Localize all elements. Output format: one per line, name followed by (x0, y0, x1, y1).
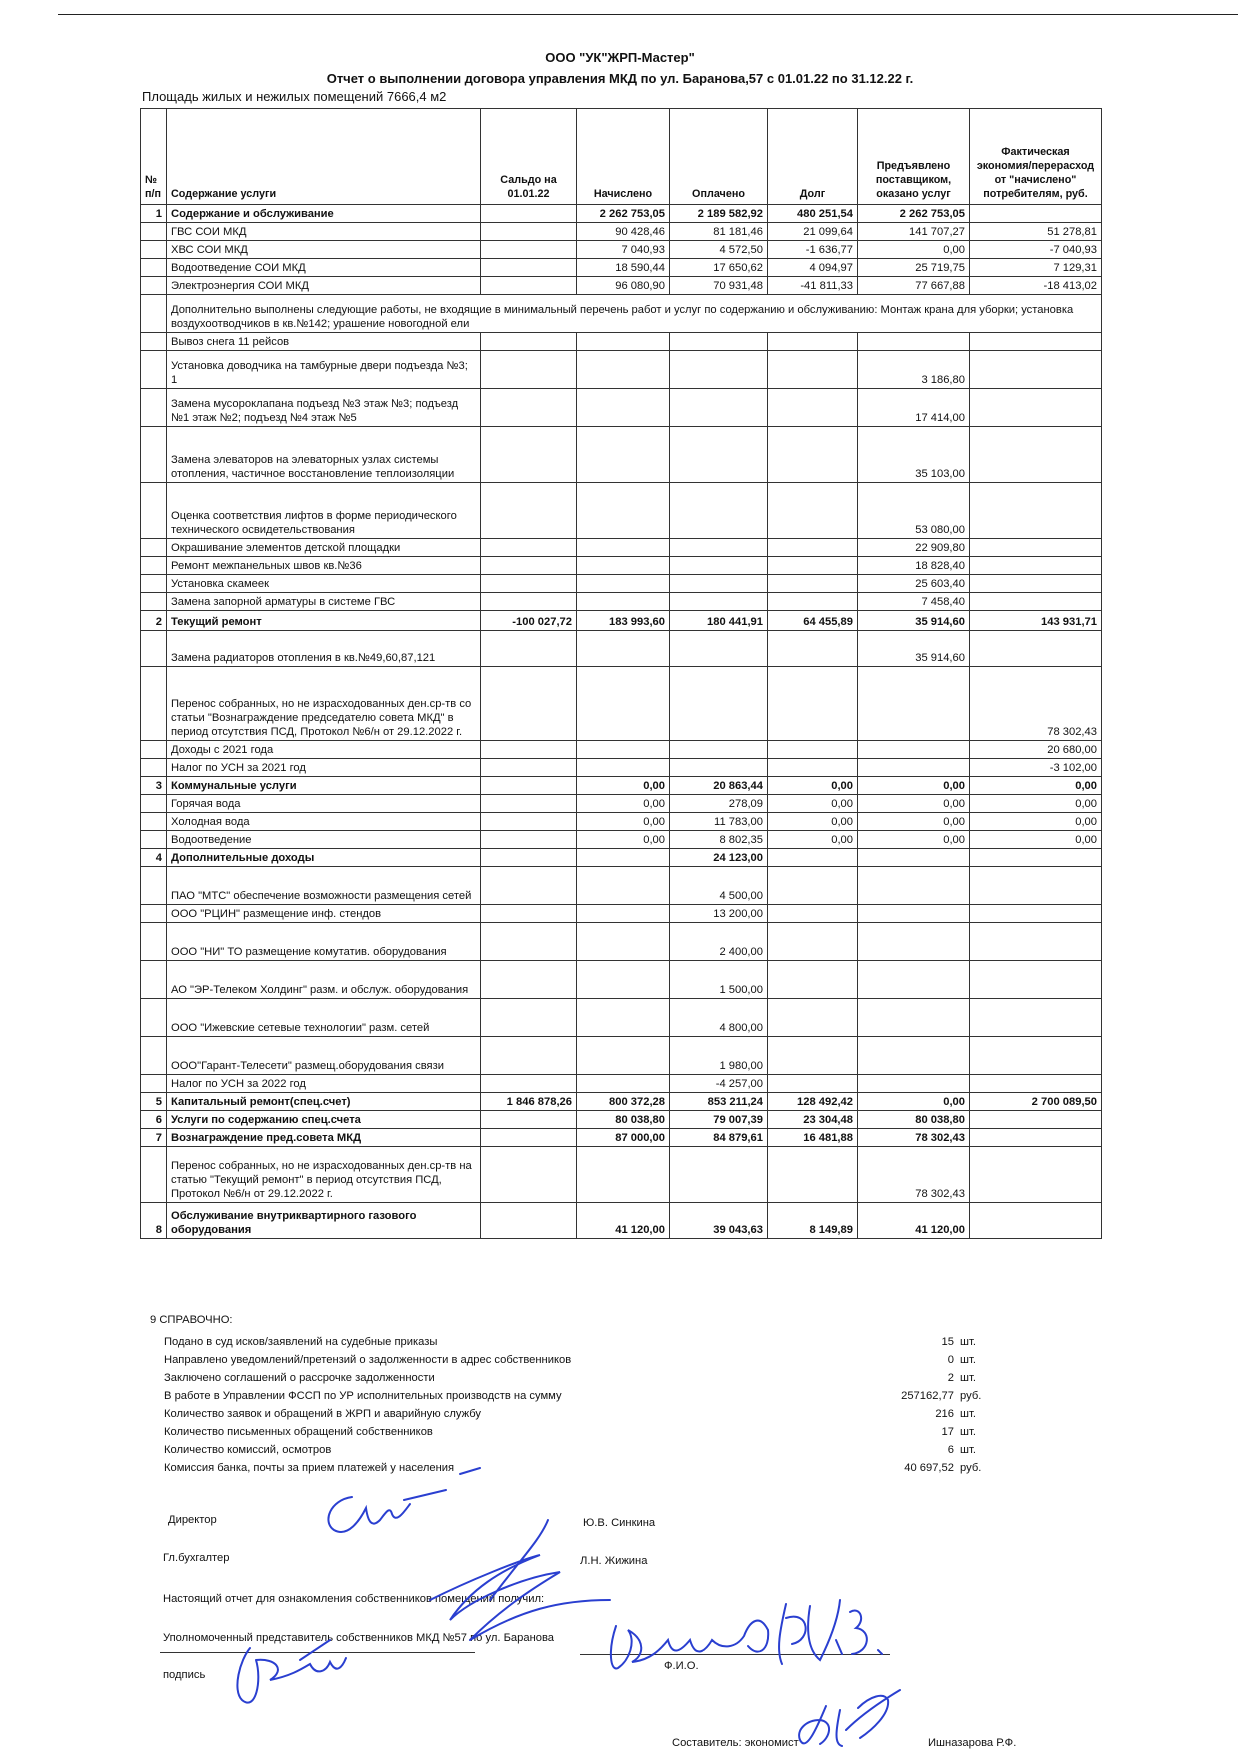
cell-economy: 0,00 (970, 831, 1102, 849)
cell-desc: ООО "НИ" ТО размещение комутатив. оборудования (167, 923, 481, 961)
cell-paid: 17 650,62 (670, 259, 768, 277)
cell-desc: Установка доводчика на тамбурные двери подъезда №3; 1 (167, 351, 481, 389)
cell-desc: Перенос собранных, но не израсходованных ден.ср-тв на статью "Текущий ремонт" в период отсутствия ПСД, Протокол №6/н от 29.12.2022 г. (167, 1147, 481, 1203)
col-header-saldo: Сальдо на 01.01.22 (481, 109, 577, 205)
cell-presented: 0,00 (858, 241, 970, 259)
cell-desc: Водоотведение СОИ МКД (167, 259, 481, 277)
cell-paid: 4 500,00 (670, 867, 768, 905)
cell-presented: 3 186,80 (858, 351, 970, 389)
director-signature (328, 1468, 480, 1532)
cell-paid: 1 500,00 (670, 961, 768, 999)
report-title: Отчет о выполнении договора управления МКД по ул. Баранова,57 с 01.01.22 по 31.12.22 г. (326, 71, 914, 86)
cell-desc: ООО "РЦИН" размещение инф. стендов (167, 905, 481, 923)
cell-charged: 87 000,00 (577, 1129, 670, 1147)
cell-desc: Оценка соответствия лифтов в форме периодического технического освидетельствования (167, 483, 481, 539)
org-name: ООО "УК"ЖРП-Мастер" (545, 50, 695, 65)
compiler-signature (799, 1690, 900, 1746)
accountant-name: Л.Н. Жижина (580, 1555, 648, 1567)
note-label: Количество комиссий, осмотров (164, 1444, 332, 1456)
cell-desc: АО "ЭР-Телеком Холдинг" разм. и обслуж. оборудования (167, 961, 481, 999)
cell-charged: 2 262 753,05 (577, 205, 670, 223)
cell-economy: 51 278,81 (970, 223, 1102, 241)
cell-debt: -41 811,33 (768, 277, 858, 295)
cell-charged: 41 120,00 (577, 1203, 670, 1239)
cell-no: 7 (141, 1129, 167, 1147)
cell-economy: 0,00 (970, 777, 1102, 795)
cell-presented: 25 603,40 (858, 575, 970, 593)
director-name: Ю.В. Синкина (583, 1517, 656, 1529)
cell-presented: 80 038,80 (858, 1111, 970, 1129)
cell-presented: 25 719,75 (858, 259, 970, 277)
cell-economy: -18 413,02 (970, 277, 1102, 295)
cell-paid: 84 879,61 (670, 1129, 768, 1147)
cell-debt: 128 492,42 (768, 1093, 858, 1111)
cell-charged: 0,00 (577, 777, 670, 795)
cell-paid: 11 783,00 (670, 813, 768, 831)
cell-paid: 24 123,00 (670, 849, 768, 867)
note-value: 2 (947, 1372, 954, 1384)
cell-paid: 1 980,00 (670, 1037, 768, 1075)
cell-debt: 16 481,88 (768, 1129, 858, 1147)
cell-presented: 78 302,43 (858, 1129, 970, 1147)
cell-no: 1 (141, 205, 167, 223)
cell-desc: ПАО "МТС" обеспечение возможности размещения сетей (167, 867, 481, 905)
col-header-no: № п/п (141, 109, 167, 205)
note-unit: шт. (960, 1336, 976, 1348)
cell-no: 4 (141, 849, 167, 867)
cell-charged: 0,00 (577, 831, 670, 849)
note-label: Заключено соглашений о рассрочке задолженности (164, 1372, 435, 1384)
cell-presented: 18 828,40 (858, 557, 970, 575)
cell-desc: Обслуживание внутриквартирного газового оборудования (167, 1203, 481, 1239)
cell-desc: Доходы с 2021 года (167, 741, 481, 759)
cell-paid: 8 802,35 (670, 831, 768, 849)
note-unit: шт. (960, 1408, 976, 1420)
col-header-desc: Содержание услуги (167, 109, 481, 205)
area-line: Площадь жилых и нежилых помещений 7666,4 м2 (142, 89, 447, 104)
note-label: Направлено уведомлений/претензий о задолженности в адрес собственников (164, 1354, 572, 1366)
cell-desc: Налог по УСН за 2022 год (167, 1075, 481, 1093)
cell-presented: 78 302,43 (858, 1147, 970, 1203)
cell-desc: Замена запорной арматуры в системе ГВС (167, 593, 481, 611)
cell-economy: -3 102,00 (970, 759, 1102, 777)
sign-label: подпись (163, 1669, 206, 1681)
cell-debt: 0,00 (768, 777, 858, 795)
col-header-charged: Начислено (577, 109, 670, 205)
cell-paid: -4 257,00 (670, 1075, 768, 1093)
cell-debt: 64 455,89 (768, 611, 858, 631)
cell-desc: Электроэнергия СОИ МКД (167, 277, 481, 295)
note-value: 40 697,52 (904, 1462, 954, 1474)
cell-presented: 53 080,00 (858, 483, 970, 539)
note-unit: руб. (960, 1462, 982, 1474)
cell-charged: 183 993,60 (577, 611, 670, 631)
cell-paid: 2 400,00 (670, 923, 768, 961)
cell-charged: 0,00 (577, 813, 670, 831)
note-value: 0 (947, 1354, 954, 1366)
cell-desc: Налог по УСН за 2021 год (167, 759, 481, 777)
cell-presented: 0,00 (858, 1093, 970, 1111)
cell-economy: 78 302,43 (970, 667, 1102, 741)
cell-charged: 0,00 (577, 795, 670, 813)
cell-debt: 480 251,54 (768, 205, 858, 223)
cell-charged: 7 040,93 (577, 241, 670, 259)
cell-desc: Вознаграждение пред.совета МКД (167, 1129, 481, 1147)
cell-desc: ООО "Ижевские сетевые технологии" разм. сетей (167, 999, 481, 1037)
cell-presented: 0,00 (858, 777, 970, 795)
cell-economy: 0,00 (970, 813, 1102, 831)
cell-desc: Вывоз снега 11 рейсов (167, 333, 481, 351)
handwritten-name (611, 1600, 882, 1668)
note-unit: руб. (960, 1390, 982, 1402)
cell-debt: 8 149,89 (768, 1203, 858, 1239)
cell-desc: Замена мусороклапана подъезд №3 этаж №3; подъезд №1 этаж №2; подъезд №4 этаж №5 (167, 389, 481, 427)
cell-desc: Содержание и обслуживание (167, 205, 481, 223)
cell-economy: 0,00 (970, 795, 1102, 813)
cell-no: 5 (141, 1093, 167, 1111)
cell-paid: 13 200,00 (670, 905, 768, 923)
cell-desc: Коммунальные услуги (167, 777, 481, 795)
cell-paid: 79 007,39 (670, 1111, 768, 1129)
note-unit: шт. (960, 1426, 976, 1438)
cell-debt: 4 094,97 (768, 259, 858, 277)
cell-charged: 18 590,44 (577, 259, 670, 277)
note-label: В работе в Управлении ФССП по УР исполнительных производств на сумму (164, 1390, 562, 1402)
cell-desc: Ремонт межпанельных швов кв.№36 (167, 557, 481, 575)
cell-no: 8 (141, 1203, 167, 1239)
cell-presented: 2 262 753,05 (858, 205, 970, 223)
cell-paid: 81 181,46 (670, 223, 768, 241)
cell-presented: 0,00 (858, 813, 970, 831)
col-header-presented: Предъявлено поставщиком, оказано услуг (858, 109, 970, 205)
note-value: 17 (941, 1426, 954, 1438)
col-header-paid: Оплачено (670, 109, 768, 205)
received-text: Настоящий отчет для ознакомления собственников помещений получил: (163, 1593, 545, 1605)
cell-debt: 0,00 (768, 831, 858, 849)
cell-presented: 77 667,88 (858, 277, 970, 295)
cell-no: 3 (141, 777, 167, 795)
note-value: 6 (947, 1444, 954, 1456)
cell-presented: 0,00 (858, 795, 970, 813)
cell-desc: Дополнительные доходы (167, 849, 481, 867)
cell-paid: 20 863,44 (670, 777, 768, 795)
compiler-name: Ишназарова Р.Ф. (928, 1737, 1017, 1749)
cell-economy: 20 680,00 (970, 741, 1102, 759)
note-value: 216 (935, 1408, 954, 1420)
cell-debt: 0,00 (768, 795, 858, 813)
cell-economy: 2 700 089,50 (970, 1093, 1102, 1111)
col-header-debt: Долг (768, 109, 858, 205)
cell-desc: ГВС СОИ МКД (167, 223, 481, 241)
cell-paid: 39 043,63 (670, 1203, 768, 1239)
note-value: 15 (941, 1336, 954, 1348)
cell-no: 2 (141, 611, 167, 631)
note-unit: шт. (960, 1372, 976, 1384)
cell-economy: 7 129,31 (970, 259, 1102, 277)
cell-no: 6 (141, 1111, 167, 1129)
cell-desc: Холодная вода (167, 813, 481, 831)
cell-desc: Услуги по содержанию спец.счета (167, 1111, 481, 1129)
cell-paid: 70 931,48 (670, 277, 768, 295)
note-label: Подано в суд исков/заявлений на судебные приказы (164, 1336, 438, 1348)
note-unit: шт. (960, 1354, 976, 1366)
cell-economy: -7 040,93 (970, 241, 1102, 259)
cell-charged: 96 080,90 (577, 277, 670, 295)
cell-presented: 35 914,60 (858, 631, 970, 667)
cell-charged: 80 038,80 (577, 1111, 670, 1129)
cell-paid: 180 441,91 (670, 611, 768, 631)
cell-desc: Горячая вода (167, 795, 481, 813)
cell-desc: Замена радиаторов отопления в кв.№49,60,87,121 (167, 631, 481, 667)
cell-presented: 35 914,60 (858, 611, 970, 631)
cell-presented: 22 909,80 (858, 539, 970, 557)
cell-charged: 800 372,28 (577, 1093, 670, 1111)
cell-desc: ООО"Гарант-Телесети" размещ.оборудования связи (167, 1037, 481, 1075)
note-label: Количество письменных обращений собственников (164, 1426, 433, 1438)
cell-paid: 2 189 582,92 (670, 205, 768, 223)
cell-saldo: -100 027,72 (481, 611, 577, 631)
notes-title: 9 СПРАВОЧНО: (150, 1314, 233, 1326)
accountant-signature (430, 1520, 610, 1640)
representative-text: Уполномоченный представитель собственников МКД №57 по ул. Баранова (163, 1632, 555, 1644)
col-header-economy: Фактическая экономия/перерасход от "начислено" потребителям, руб. (970, 109, 1102, 205)
cell-desc: Замена элеваторов на элеваторных узлах системы отопления, частичное восстановление теплоизоляции (167, 427, 481, 483)
cell-desc: Капитальный ремонт(спец.счет) (167, 1093, 481, 1111)
cell-presented: 41 120,00 (858, 1203, 970, 1239)
cell-desc: Перенос собранных, но не израсходованных ден.ср-тв со статьи "Вознаграждение председателю совета МКД" в период отсутствия ПСД, Протокол №6/н от 29.12.2022 г. (167, 667, 481, 741)
cell-debt: -1 636,77 (768, 241, 858, 259)
cell-presented: 141 707,27 (858, 223, 970, 241)
director-label: Директор (168, 1514, 217, 1526)
note-unit: шт. (960, 1444, 976, 1456)
cell-desc: Установка скамеек (167, 575, 481, 593)
cell-desc: Водоотведение (167, 831, 481, 849)
cell-paid: 278,09 (670, 795, 768, 813)
cell-economy: 143 931,71 (970, 611, 1102, 631)
compiler-label: Составитель: экономист (672, 1737, 799, 1749)
note-label: Комиссия банка, почты за прием платежей у населения (164, 1462, 455, 1474)
cell-desc: Дополнительно выполнены следующие работы, не входящие в минимальный перечень работ и услуг по содержанию и обслуживанию: Монтаж крана для уборки; установка воздухоотводчиков в кв.№142; урашение новогодной ели (167, 295, 1102, 333)
representative-signature (237, 1640, 346, 1703)
cell-debt: 23 304,48 (768, 1111, 858, 1129)
cell-paid: 4 572,50 (670, 241, 768, 259)
cell-paid: 853 211,24 (670, 1093, 768, 1111)
cell-presented: 35 103,00 (858, 427, 970, 483)
note-value: 257162,77 (901, 1390, 954, 1402)
cell-presented: 17 414,00 (858, 389, 970, 427)
cell-paid: 4 800,00 (670, 999, 768, 1037)
note-label: Количество заявок и обращений в ЖРП и аварийную службу (164, 1408, 481, 1420)
fio-label: Ф.И.О. (664, 1660, 699, 1672)
cell-presented: 0,00 (858, 831, 970, 849)
cell-desc: Текущий ремонт (167, 611, 481, 631)
cell-desc: Окрашивание элементов детской площадки (167, 539, 481, 557)
cell-debt: 21 099,64 (768, 223, 858, 241)
cell-saldo: 1 846 878,26 (481, 1093, 577, 1111)
accountant-label: Гл.бухгалтер (163, 1552, 230, 1564)
cell-desc: ХВС СОИ МКД (167, 241, 481, 259)
cell-charged: 90 428,46 (577, 223, 670, 241)
cell-debt: 0,00 (768, 813, 858, 831)
cell-presented: 7 458,40 (858, 593, 970, 611)
